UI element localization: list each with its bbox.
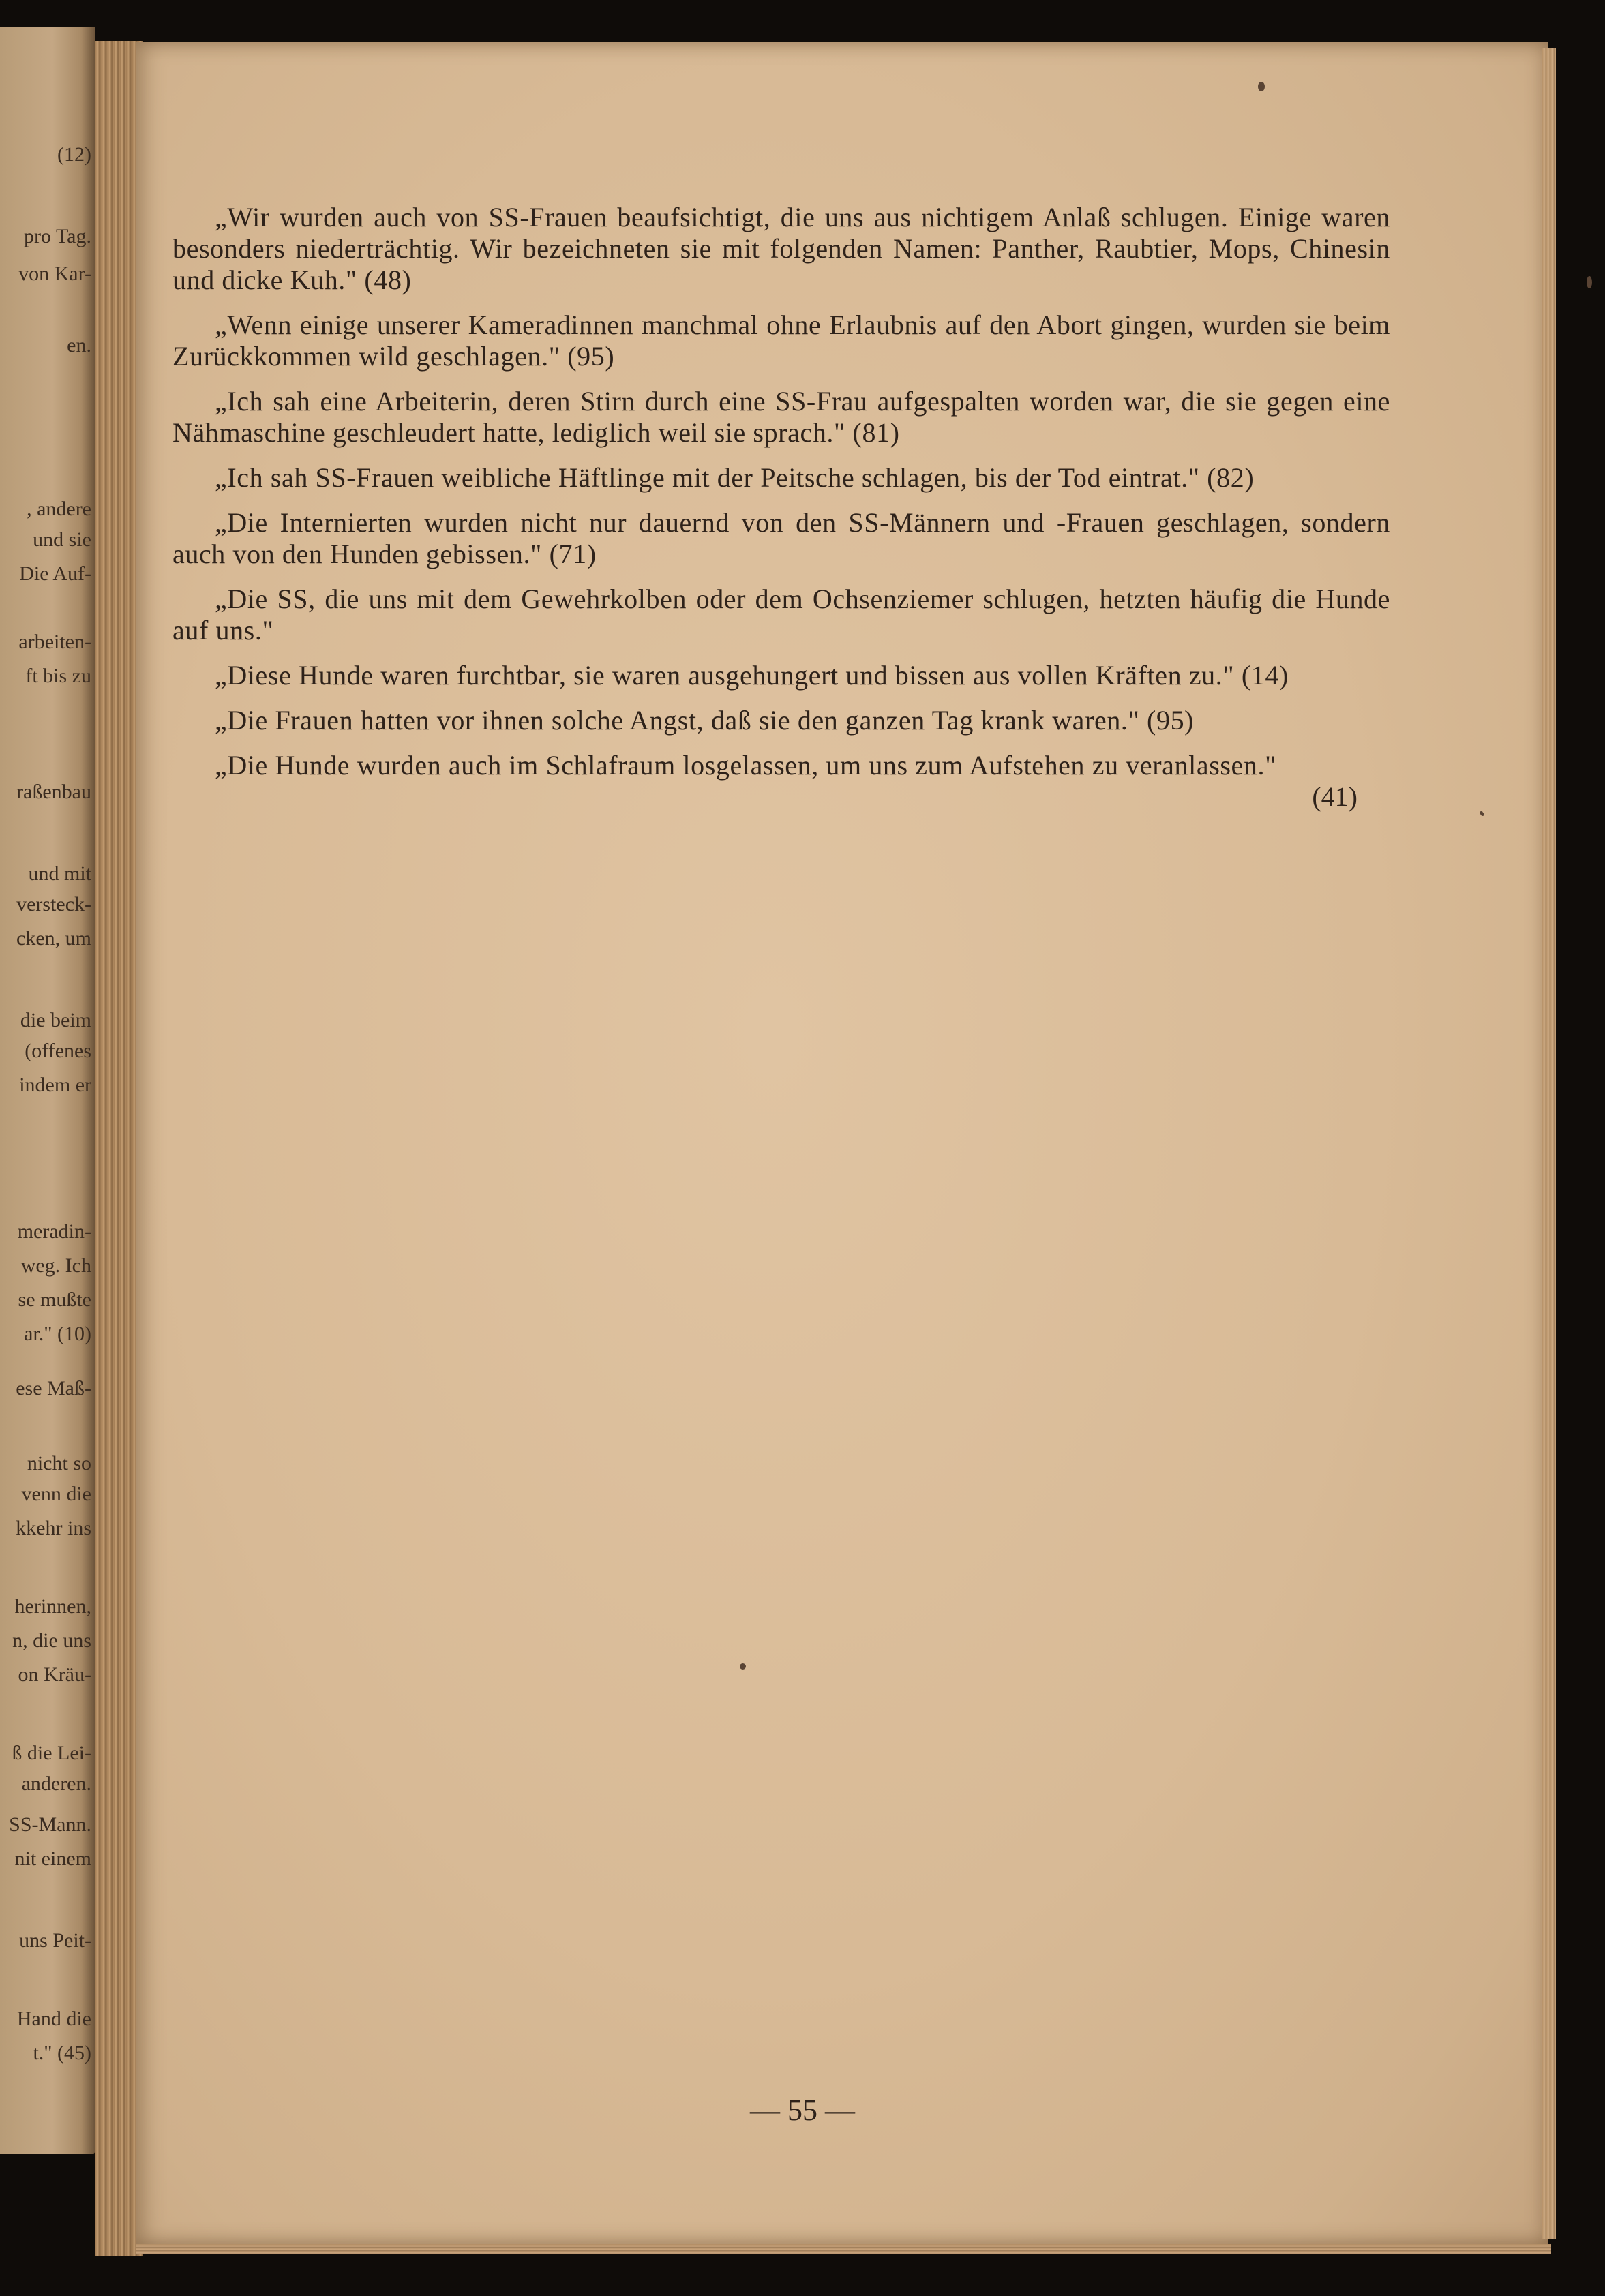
paper-speck xyxy=(740,1663,746,1670)
page-body-text xyxy=(172,202,1390,813)
page-bottom-edge xyxy=(136,2244,1551,2254)
previous-page-line: SS-Mann. xyxy=(9,1813,91,1836)
previous-page-line: arbeiten- xyxy=(18,631,91,653)
previous-page-line: nicht so xyxy=(27,1452,91,1475)
paragraph: „Ich sah SS-Frauen weibliche Häftlinge mit der Peitsche schlagen, bis der Tod eintrat." (82) xyxy=(215,462,1255,493)
previous-page-line: indem er xyxy=(19,1074,91,1096)
previous-page-line: cken, um xyxy=(16,927,91,950)
previous-page-line: nit einem xyxy=(14,1847,91,1870)
paragraph: „Die Internierten wurden nicht nur dauernd von den SS-Männern und -Frauen geschlagen, sondern auch von den Hunden gebissen." (71) xyxy=(172,507,1390,569)
previous-page-line: (offenes xyxy=(25,1040,91,1062)
previous-page-line: ar." (10) xyxy=(24,1323,91,1345)
paragraph: „Wir wurden auch von SS-Frauen beaufsichtigt, die uns aus nichtigem Anlaß schlugen. Einige waren besonders niederträchtig. Wir bezeichneten sie mit folgenden Namen: Panther, Raubtier, Mops, Chinesin und dicke Kuh." (48) xyxy=(172,202,1390,295)
previous-page-line: uns Peit- xyxy=(19,1929,91,1952)
previous-page-line: t." (45) xyxy=(33,2042,91,2064)
previous-page-line: die beim xyxy=(20,1009,91,1031)
paragraph: „Die Frauen hatten vor ihnen solche Angst, daß sie den ganzen Tag krank waren." (95) xyxy=(215,705,1195,736)
previous-page-line: und sie xyxy=(33,528,91,551)
page-number-text: — 55 — xyxy=(750,2094,855,2127)
previous-page-line: pro Tag. xyxy=(24,225,91,247)
previous-page-line: n, die uns xyxy=(12,1629,91,1652)
paper-speck xyxy=(1587,276,1592,288)
paragraph: „Ich sah eine Arbeiterin, deren Stirn durch eine SS-Frau aufgespalten worden war, die sie gegen eine Nähmaschine geschleudert hatte, lediglich weil sie sprach." (81) xyxy=(172,386,1390,448)
paragraph: „Die Hunde wurden auch im Schlafraum losgelassen, um uns zum Aufstehen zu veranlassen." xyxy=(215,750,1277,781)
previous-page-line: von Kar- xyxy=(18,262,91,285)
previous-page-line: (12) xyxy=(57,143,91,166)
previous-page-line: anderen. xyxy=(21,1772,91,1795)
previous-page-line: meradin- xyxy=(17,1220,91,1243)
previous-page-line: weg. Ich xyxy=(20,1254,91,1277)
previous-page-line: ß die Lei- xyxy=(12,1742,91,1764)
previous-page-line: Die Auf- xyxy=(19,562,91,585)
previous-page-line: venn die xyxy=(21,1483,91,1505)
paragraph: „Diese Hunde waren furchtbar, sie waren ausgehungert und bissen aus vollen Kräften zu." (14) xyxy=(215,660,1289,691)
previous-page-line: herinnen, xyxy=(14,1595,91,1618)
previous-page-line: se mußte xyxy=(18,1288,91,1311)
paragraph: „Wenn einige unserer Kameradinnen manchmal ohne Erlaubnis auf den Abort gingen, wurden sie beim Zurückkommen wild geschlagen." (95) xyxy=(172,309,1390,372)
paper-speck xyxy=(1481,813,1484,816)
previous-page-edge xyxy=(0,27,95,2154)
previous-page-line: en. xyxy=(67,334,91,357)
previous-page-line: ft bis zu xyxy=(25,665,91,687)
previous-page-line: , andere xyxy=(27,498,91,520)
page-number xyxy=(0,2093,1605,2128)
previous-page-line: Hand die xyxy=(16,2008,91,2030)
previous-page-line: kkehr ins xyxy=(16,1517,91,1539)
source-reference: (41) xyxy=(1312,781,1358,812)
previous-page-line: ese Maß- xyxy=(16,1377,91,1400)
paper-speck xyxy=(1258,82,1265,91)
previous-page-line: und mit xyxy=(28,862,91,885)
previous-page-line: raßenbau xyxy=(16,781,91,803)
paragraph: „Die SS, die uns mit dem Gewehrkolben oder dem Ochsenziemer schlugen, hetzten häufig die Hunde auf uns." xyxy=(172,584,1390,646)
page-right-edge xyxy=(1542,48,1556,2239)
previous-page-line: versteck- xyxy=(16,893,91,916)
previous-page-line: on Kräu- xyxy=(18,1663,91,1686)
